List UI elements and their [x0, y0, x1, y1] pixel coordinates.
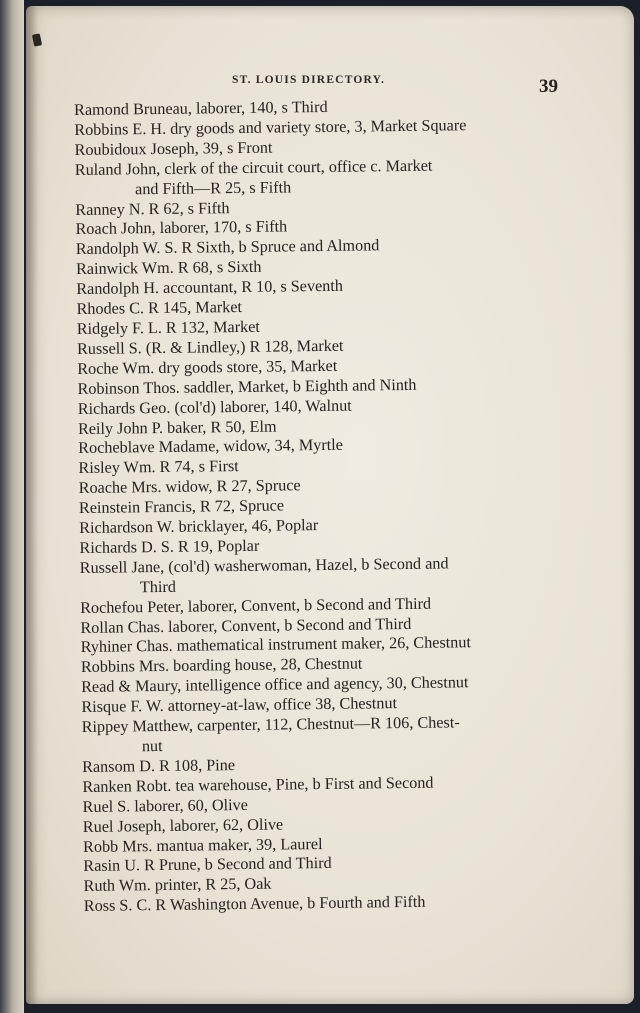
entry-text: Ramond Bruneau, laborer, 140, s Third	[74, 97, 328, 119]
directory-entry	[80, 553, 570, 599]
entry-text: Rollan Chas. laborer, Convent, b Second and Third	[80, 614, 412, 637]
entry-text: Robbins E. H. dry goods and variety store, 3, Market Square	[74, 116, 467, 139]
entry-text: Ruel Joseph, laborer, 62, Olive	[82, 815, 284, 836]
entry-text: Risley Wm. R 74, s First	[78, 457, 239, 478]
directory-entry	[82, 712, 572, 758]
entry-text: Rochefou Peter, laborer, Convent, b Second and Third	[80, 594, 432, 617]
entry-text: Randolph W. S. R Sixth, b Spruce and Almond	[75, 236, 380, 259]
entry-text: Russell Jane, (col'd) washerwoman, Hazel, b Second and	[79, 554, 449, 577]
entry-text: Risque F. W. attorney-at-law, office 38, Chestnut	[81, 694, 398, 717]
entry-text: Robbins Mrs. boarding house, 28, Chestnut	[80, 654, 363, 677]
entry-text: Ruel S. laborer, 60, Olive	[82, 795, 248, 816]
entry-text: Ranken Robt. tea warehouse, Pine, b First and Second	[82, 773, 434, 796]
running-head: ST. LOUIS DIRECTORY.	[232, 74, 386, 86]
directory-entries	[74, 95, 574, 917]
page-number: 39	[539, 76, 558, 97]
entry-text: Roache Mrs. widow, R 27, Spruce	[78, 476, 301, 498]
entry-text: Richards Geo. (col'd) laborer, 140, Walnut	[77, 396, 352, 418]
entry-text: Robinson Thos. saddler, Market, b Eighth and Ninth	[77, 375, 417, 398]
entry-text: Ruth Wm. printer, R 25, Oak	[83, 874, 272, 896]
entry-text: Roubidoux Joseph, 39, s Front	[74, 138, 273, 159]
entry-text: Roche Wm. dry goods store, 35, Market	[77, 356, 338, 378]
entry-text: Rippey Matthew, carpenter, 112, Chestnut—R 106, Chest-	[81, 713, 460, 737]
entry-text: Ridgely F. L. R 132, Market	[76, 317, 260, 338]
entry-continuation: Third	[139, 577, 177, 596]
entry-text: Roach John, laborer, 170, s Fifth	[75, 217, 288, 239]
entry-text: Randolph H. accountant, R 10, s Seventh	[76, 276, 343, 299]
entry-text: Ransom D. R 108, Pine	[82, 755, 236, 776]
entry-text: Reinstein Francis, R 72, Spruce	[78, 496, 285, 518]
entry-text: Robb Mrs. mantua maker, 39, Laurel	[82, 834, 323, 856]
entry-text: Richardson W. bricklayer, 46, Poplar	[79, 516, 319, 537]
binding-gutter	[26, 6, 38, 1004]
entry-text: Ranney N. R 62, s Fifth	[75, 198, 230, 219]
entry-text: Ryhiner Chas. mathematical instrument maker, 26, Chestnut	[80, 633, 472, 657]
entry-text: Rasin U. R Prune, b Second and Third	[83, 854, 332, 876]
entry-text: Rainwick Wm. R 68, s Sixth	[75, 257, 262, 279]
entry-text: Rhodes C. R 145, Market	[76, 298, 243, 319]
entry-continuation: and Fifth—R 25, s Fifth	[134, 177, 292, 198]
entry-text: Read & Maury, intelligence office and agency, 30, Chestnut	[81, 673, 469, 697]
entry-text: Rocheblave Madame, widow, 34, Myrtle	[78, 436, 343, 458]
entry-text: Richards D. S. R 19, Poplar	[79, 536, 260, 557]
entry-text: Ross S. C. R Washington Avenue, b Fourth and Fifth	[83, 893, 426, 916]
entry-text: Russell S. (R. & Lindley,) R 128, Market	[76, 336, 344, 358]
directory-entry	[75, 155, 565, 201]
entry-continuation: nut	[141, 736, 163, 756]
previous-page-edge	[0, 0, 24, 1013]
entry-text: Ruland John, clerk of the circuit court, office c. Market	[74, 156, 433, 179]
entry-text: Reily John P. baker, R 50, Elm	[77, 417, 277, 438]
